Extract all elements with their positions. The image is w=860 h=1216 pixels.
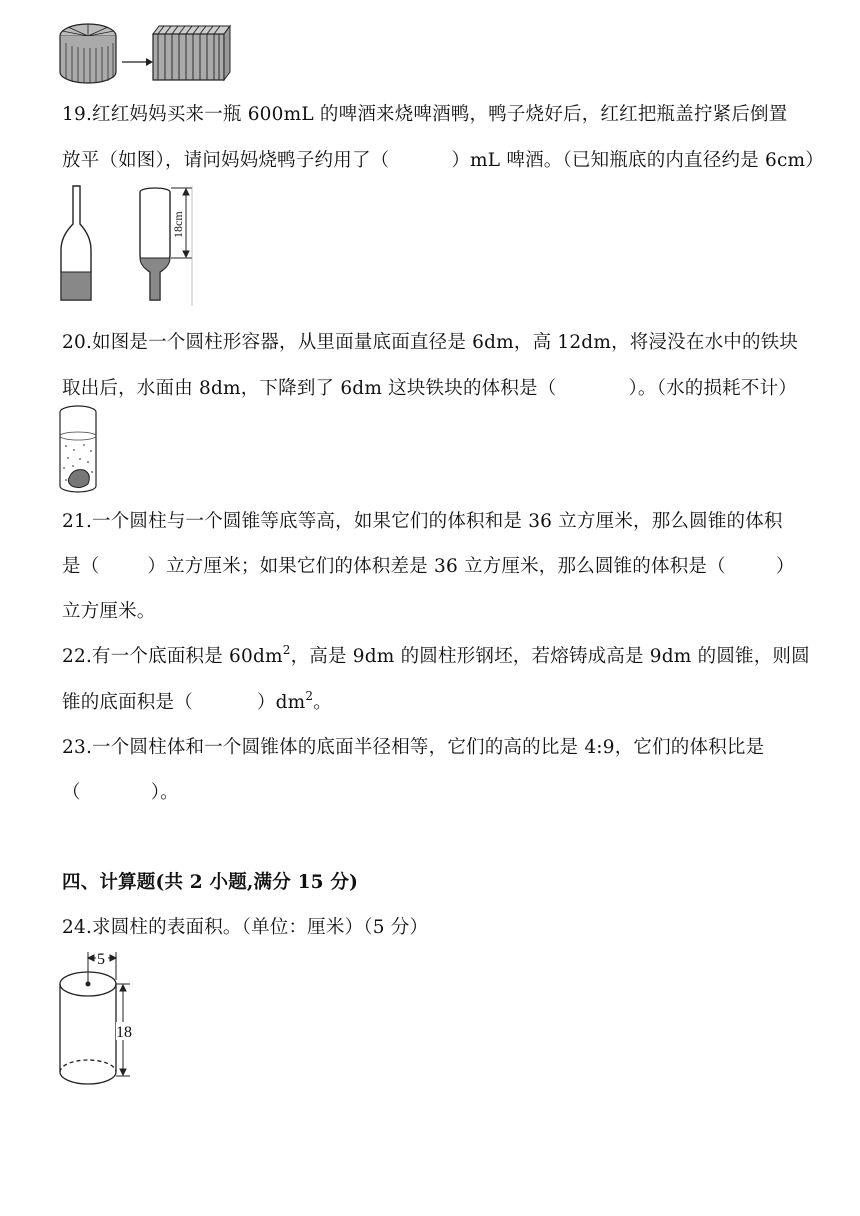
q20-container-figure	[58, 404, 102, 496]
q21-text-3: 立方厘米。	[62, 601, 156, 622]
q21-line1	[62, 507, 783, 533]
q23-line1	[62, 733, 764, 759]
q22-text-1b: ，高是 9dm 的圆柱形钢坯，若熔铸成高是 9dm 的圆锥，则圆	[290, 646, 810, 667]
height-dimension-line	[171, 186, 192, 306]
q19-text-2b: ）mL 啤酒。（已知瓶底的内直径约是 6cm）	[451, 150, 824, 171]
q21-text-2c: ）	[775, 556, 795, 577]
q19-line1	[62, 100, 787, 126]
q22-number: 22.	[62, 646, 93, 667]
upright-bottle-image	[61, 186, 91, 300]
arrow-right-icon	[122, 58, 153, 66]
q24-line1	[62, 913, 428, 939]
center-point	[86, 982, 91, 987]
q20-line1	[62, 328, 798, 354]
q20-number: 20.	[62, 332, 93, 353]
radius-label: 5	[97, 951, 105, 968]
q22-superscript-2: 2	[305, 689, 314, 703]
q21-text-2b: ）立方厘米；如果它们的体积差是 36 立方厘米，那么圆锥的体积是（	[147, 556, 726, 577]
q20-text-2b: ）。（水的损耗不计）	[628, 378, 797, 399]
cylinder-to-prism-figure	[58, 22, 238, 84]
inverted-bottle-image	[140, 188, 170, 300]
q21-line3	[62, 597, 156, 623]
q22-superscript-1: 2	[282, 643, 291, 657]
q21-number: 21.	[62, 511, 93, 532]
q23-text-2a: （	[62, 782, 81, 803]
q24-number: 24.	[62, 917, 93, 938]
rectangular-prism-image	[153, 26, 230, 80]
q24-text: 求圆柱的表面积。（单位：厘米）（5 分）	[92, 917, 429, 938]
q22-text-2c: 。	[313, 692, 332, 713]
q24-cylinder-figure	[56, 950, 146, 1092]
q22-text-2b: ）dm	[256, 692, 306, 713]
q19-height-label: 18cm	[171, 211, 185, 238]
q23-text-1: 一个圆柱体和一个圆锥体的底面半径相等，它们的高的比是 4:9，它们的体积比是	[92, 737, 765, 758]
height-label: 18	[116, 1024, 132, 1041]
q19-line2	[62, 146, 824, 172]
q20-line2	[62, 374, 797, 400]
q22-line1	[62, 642, 810, 668]
q21-text-2a: 是（	[62, 556, 100, 577]
q22-text-1a: 有一个底面积是 60dm	[92, 646, 283, 667]
q22-text-2a: 锥的底面积是（	[62, 692, 193, 713]
q21-text-1: 一个圆柱与一个圆锥等底等高，如果它们的体积和是 36 立方厘米，那么圆锥的体积	[92, 511, 783, 532]
q19-bottle-figure	[58, 184, 208, 308]
q23-number: 23.	[62, 737, 93, 758]
q19-number: 19.	[62, 104, 93, 125]
q20-text-2a: 取出后，水面由 8dm，下降到了 6dm 这块铁块的体积是（	[62, 378, 557, 399]
q23-line2	[62, 778, 179, 804]
q21-line2	[62, 552, 795, 578]
q23-text-2b: ）。	[150, 782, 179, 803]
section-4-heading: 四、计算题(共 2 小题,满分 15 分)	[62, 872, 359, 893]
q19-text-2a: 放平（如图），请问妈妈烧鸭子约用了（	[62, 150, 390, 171]
q19-text-1: 红红妈妈买来一瓶 600mL 的啤酒来烧啤酒鸭，鸭子烧好后，红红把瓶盖拧紧后倒置	[92, 104, 788, 125]
cylinder-image	[60, 972, 116, 1084]
q22-line2	[62, 688, 332, 714]
sectored-cylinder-image	[60, 24, 116, 83]
q20-text-1: 如图是一个圆柱形容器，从里面量底面直径是 6dm，高 12dm，将浸没在水中的铁块	[92, 332, 799, 353]
